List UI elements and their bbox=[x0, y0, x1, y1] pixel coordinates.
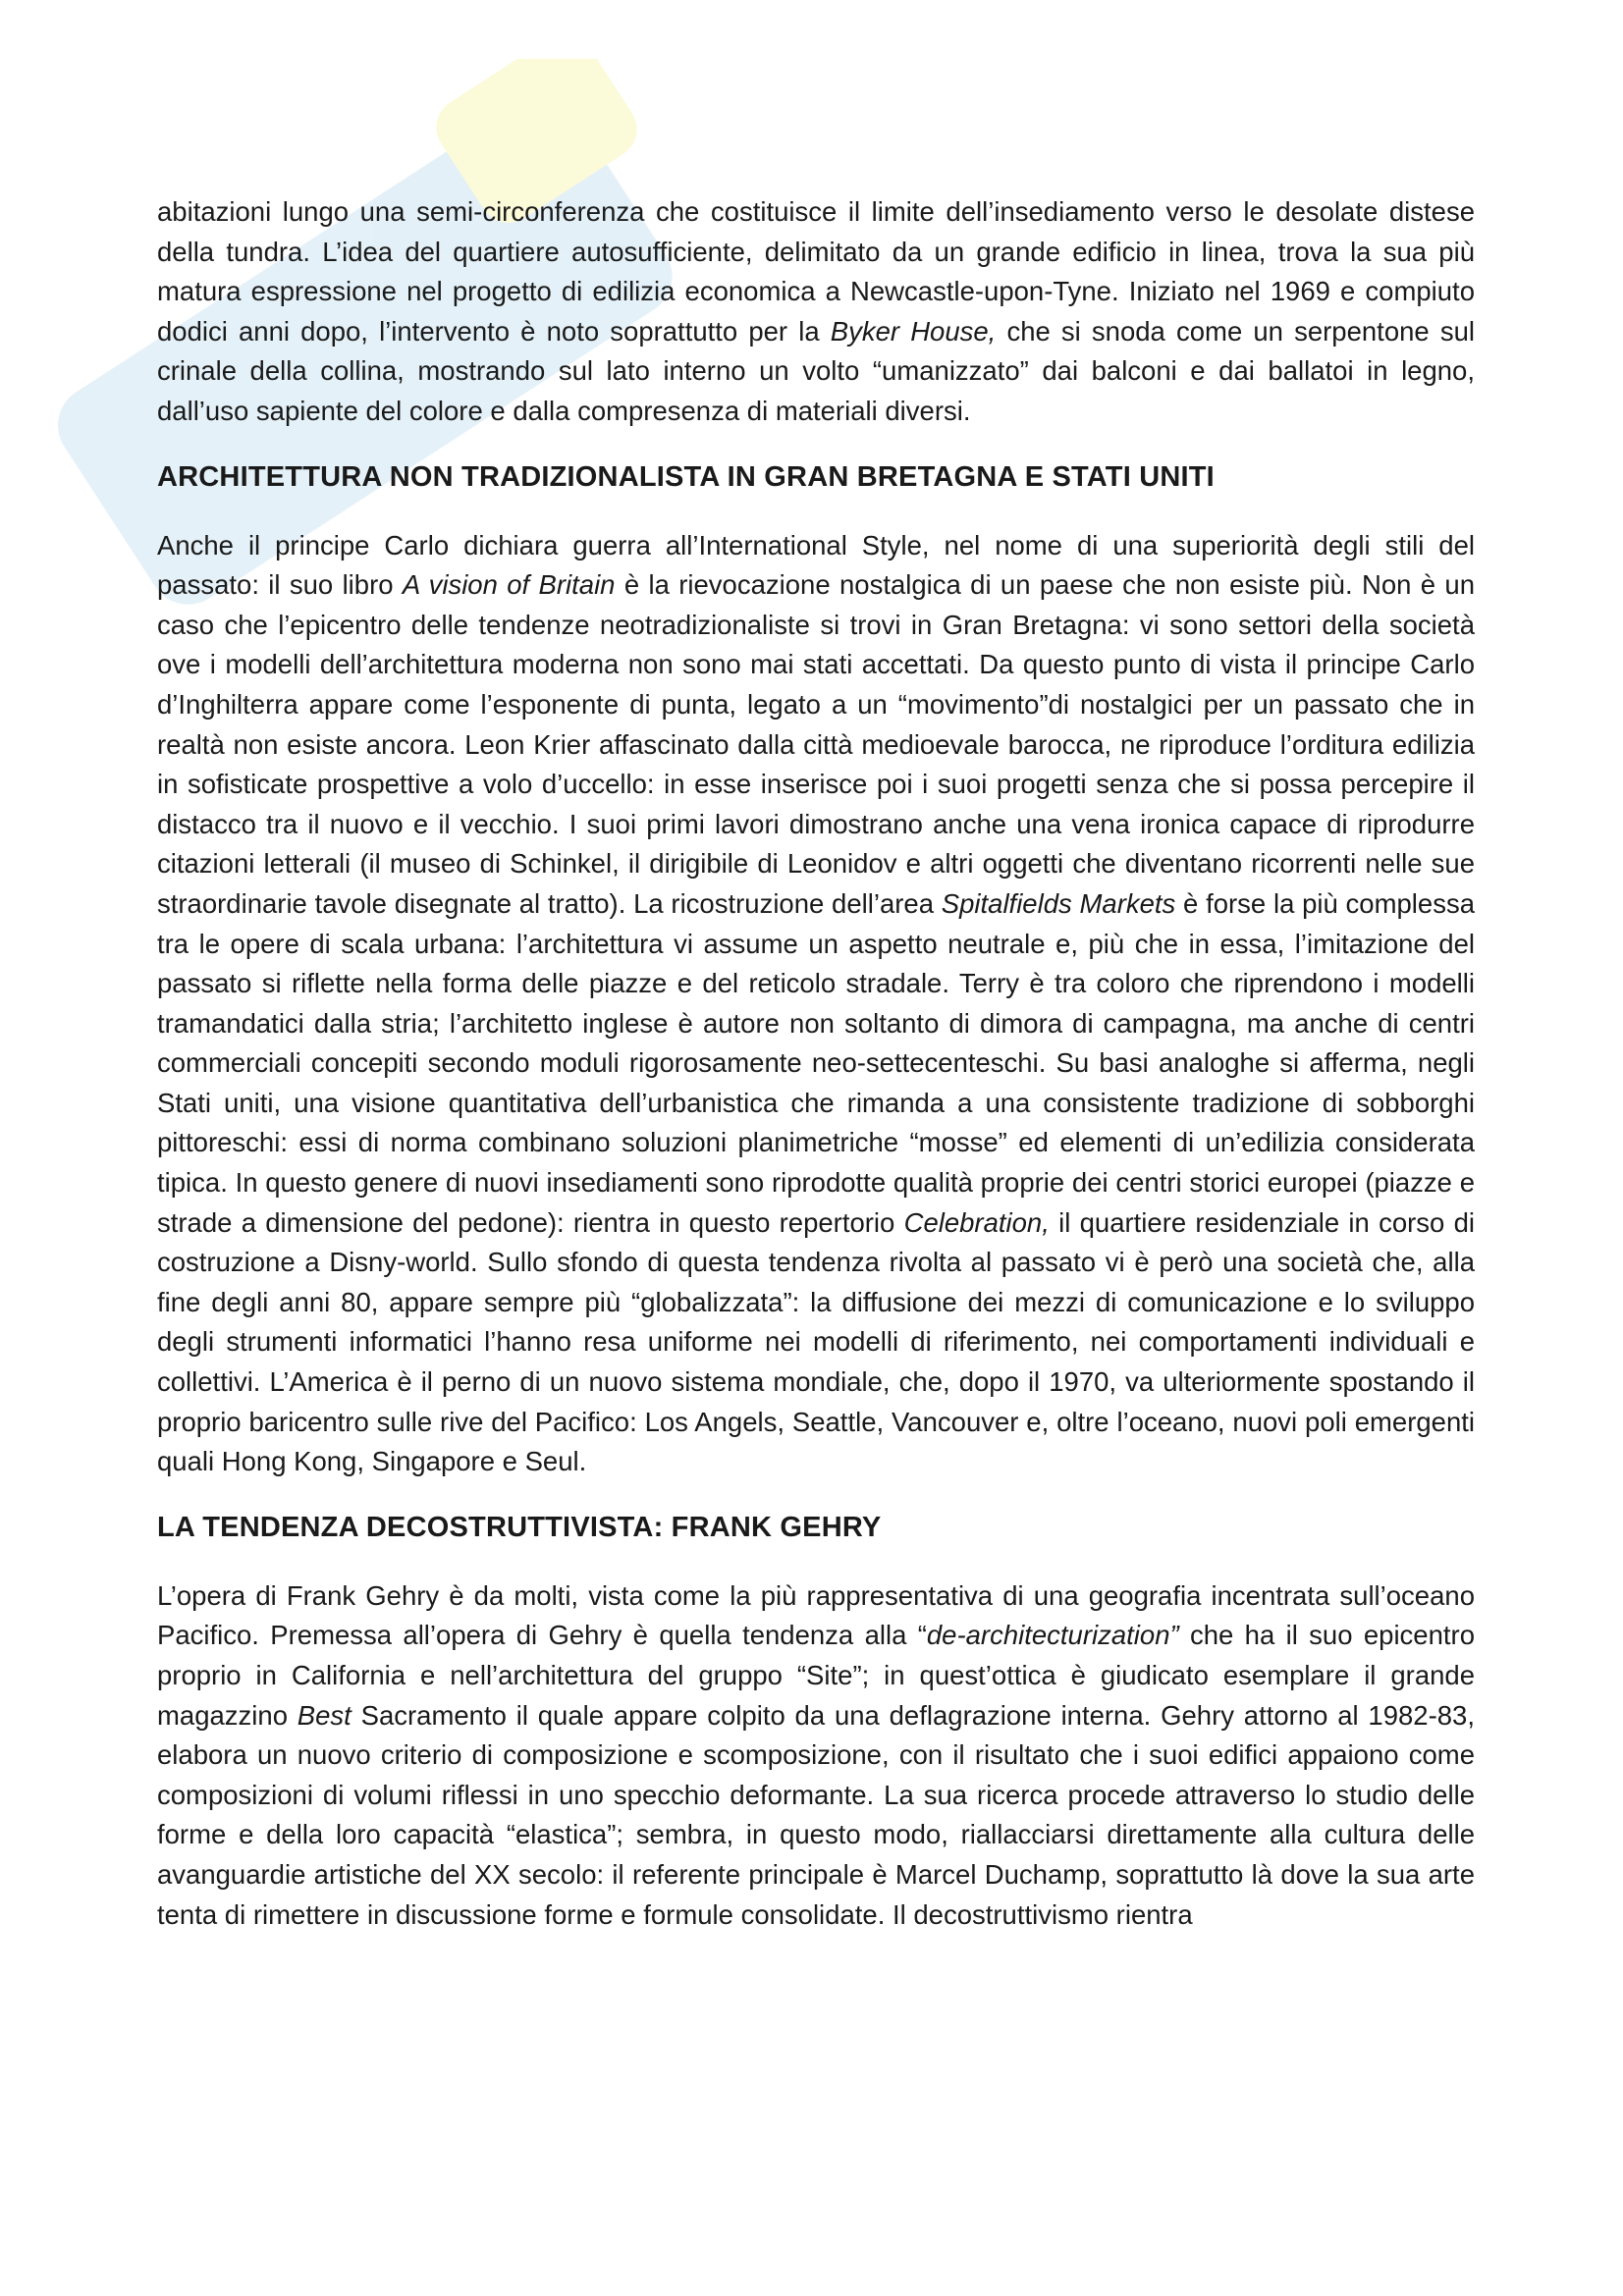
italic-title: Celebration, bbox=[903, 1206, 1050, 1238]
section-heading-architettura: ARCHITETTURA NON TRADIZIONALISTA IN GRAN BRETAGNA E STATI UNITI bbox=[157, 460, 1215, 493]
intro-paragraph: abitazioni lungo una semi-circonferenza che costituisce il limite dell’insediamento verso le desolate distese della tundra. L’idea del quartiere autosufficiente, delimitato da un grande edificio in linea, trova la sua più matura espressione nel progetto di edilizia economica a Newcastle-upon-Tyne. Iniziato nel 1969 e compiuto dodici anni dopo, l’intervento è noto soprattutto per la Byker House, che si snoda come un serpentone sul crinale della collina, mostrando sul lato interno un volto “umanizzato” dai balconi e dai ballatoi in legno, dall’uso sapiente del colore e dalla compresenza di materiali diversi. bbox=[157, 196, 1475, 426]
section-heading-decostruttivista: LA TENDENZA DECOSTRUTTIVISTA: FRANK GEHRY bbox=[157, 1511, 882, 1543]
italic-title: de-architecturization” bbox=[926, 1620, 1179, 1651]
section-decostruttivista-paragraph: L’opera di Frank Gehry è da molti, vista come la più rappresentativa di una geografia incentrata sull’oceano Pacifico. Premessa all’opera di Gehry è quella tendenza alla “de-architecturization” che ha il suo epicentro proprio in California e nell’architettura del gruppo “Site”; in quest’ottica è giudicato esemplare il grande magazzino Best Sacramento il quale appare colpito da una deflagrazione interna. Gehry attorno al 1982-83, elabora un nuovo criterio di composizione e scomposizione, con il risultato che i suoi edifici appaiono come composizioni di volumi riflessi in uno specchio deformante. La sua ricerca procede attraverso lo studio delle forme e della loro capacità “elastica”; sembra, in questo modo, riallacciarsi direttamente alla cultura delle avanguardie artistiche del XX secolo: il referente principale è Marcel Duchamp, soprattutto là dove la sua arte tenta di rimettere in discussione forme e formule consolidate. Il decostruttivismo rientra bbox=[157, 1579, 1475, 1930]
italic-title: Spitalfields Markets bbox=[941, 887, 1176, 919]
document-page bbox=[157, 192, 1475, 1935]
italic-title: A vision of Britain bbox=[402, 569, 616, 601]
section-architettura-paragraph: Anche il principe Carlo dichiara guerra all’International Style, nel nome di una superiorità degli stili del passato: il suo libro A vision of Britain è la rievocazione nostalgica di un paese che non esiste più. Non è un caso che l’epicentro delle tendenze neotradizionaliste si trovi in Gran Bretagna: vi sono settori della società ove i modelli dell’architettura moderna non sono mai stati accettati. Da questo punto di vista il principe Carlo d’Inghilterra appare come l’esponente di punta, legato a un “movimento”di nostalgici per un passato che in realtà non esiste ancora. Leon Krier affascinato dalla città medioevale barocca, ne riproduce l’orditura edilizia in sofisticate prospettive a volo d’uccello: in esse inserisce poi i suoi progetti senza che si possa percepire il distacco tra il nuovo e il vecchio. I suoi primi lavori dimostrano anche una vena ironica capace di riprodurre citazioni letterali (il museo di Schinkel, il dirigibile di Leonidov e altri oggetti che diventano ricorrenti nelle sue straordinarie tavole disegnate al tratto). La ricostruzione dell’area Spitalfields Markets è forse la più complessa tra le opere di scala urbana: l’architettura vi assume un aspetto neutrale e, più che in essa, l’imitazione del passato si riflette nella forma delle piazze e del reticolo stradale. Terry è tra coloro che riprendono i modelli tramandatici dalla stria; l’architetto inglese è autore non soltanto di dimora di campagna, ma anche di centri commerciali concepiti secondo moduli rigorosamente neo-settecenteschi. Su basi analoghe si afferma, negli Stati uniti, una visione quantitativa dell’urbanistica che rimanda a una consistente tradizione di sobborghi pittoreschi: essi di norma combinano soluzioni planimetriche “mosse” ed elementi di un’edilizia considerata tipica. In questo genere di nuovi insediamenti sono riprodotte qualità proprie dei centri storici europei (piazze e strade a dimensione del pedone): rientra in questo repertorio Celebration, il quartiere residenziale in corso di costruzione a Disny-world. Sullo sfondo di questa tendenza rivolta al passato vi è però una società che, alla fine degli anni 80, appare sempre più “globalizzata”: la diffusione dei mezzi di comunicazione e lo sviluppo degli strumenti informatici l’hanno resa uniforme nei modelli di riferimento, nei comportamenti individuali e collettivi. L’America è il perno di un nuovo sistema mondiale, che, dopo il 1970, va ulteriormente spostando il proprio baricentro sulle rive del Pacifico: Los Angels, Seattle, Vancouver e, oltre l’oceano, nuovi poli emergenti quali Hong Kong, Singapore e Seul. bbox=[157, 529, 1475, 1477]
italic-title: Best bbox=[297, 1699, 352, 1731]
italic-title: Byker House, bbox=[830, 315, 997, 347]
